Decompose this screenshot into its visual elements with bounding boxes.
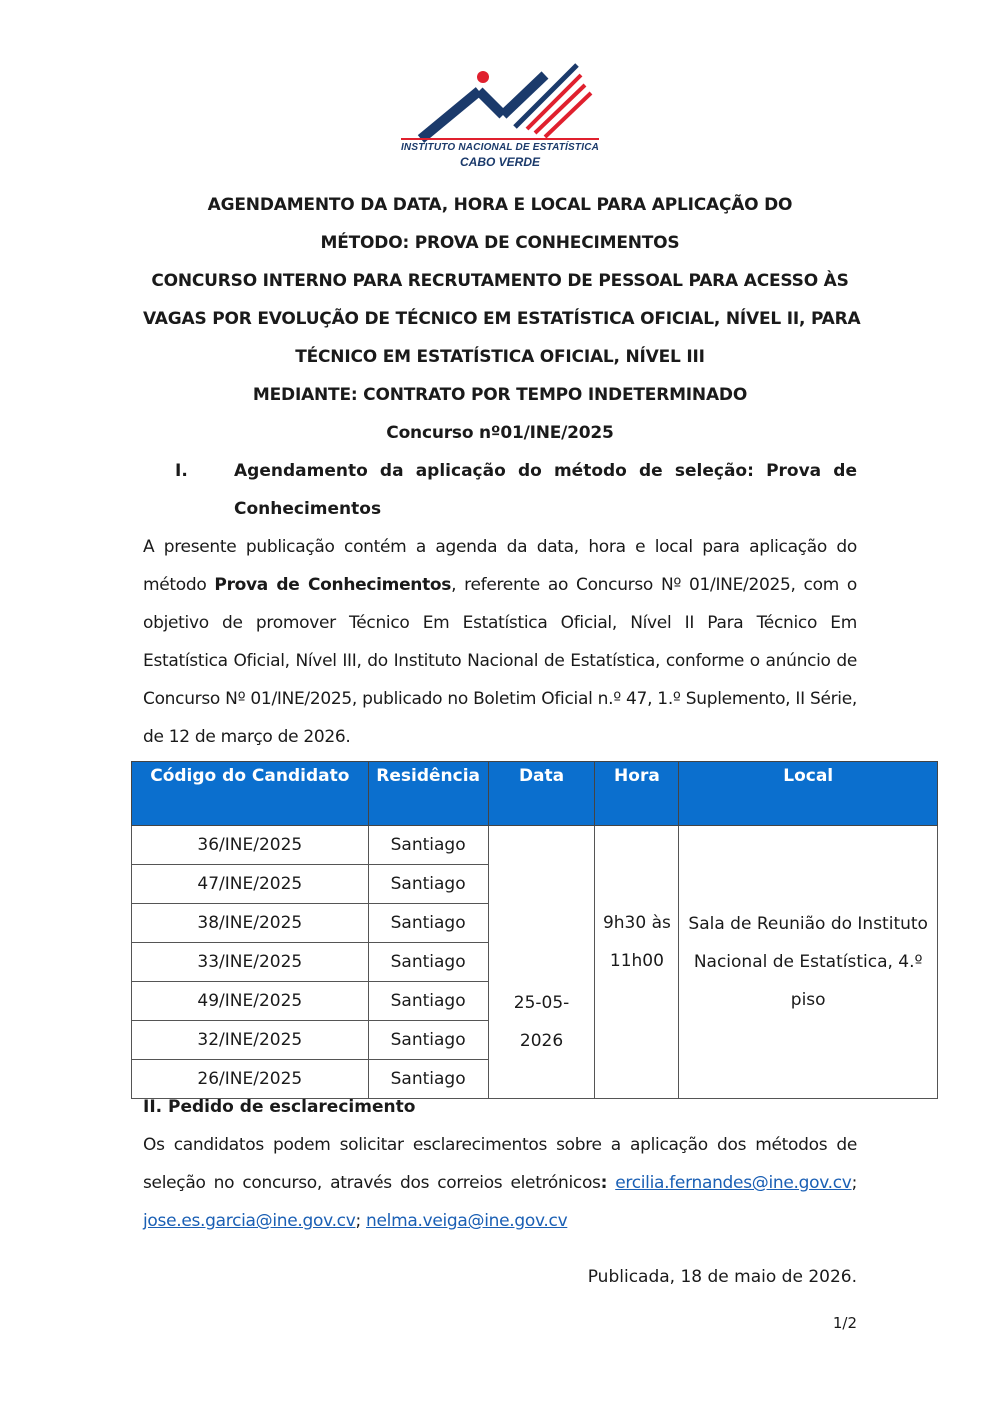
- paragraph-bold-text: Prova de Conhecimentos: [214, 575, 452, 595]
- email-link-nelma[interactable]: nelma.veiga@ine.gov.cv: [366, 1211, 568, 1231]
- header-residence: Residência: [368, 762, 488, 826]
- exam-location: [679, 826, 938, 1099]
- candidate-residence: Santiago: [368, 982, 488, 1021]
- section-2-heading: II. Pedido de esclarecimento: [143, 1097, 416, 1117]
- candidate-code: 36/INE/2025: [132, 826, 369, 865]
- email-link-ercilia[interactable]: ercilia.fernandes@ine.gov.cv: [615, 1173, 852, 1193]
- candidate-code: 38/INE/2025: [132, 904, 369, 943]
- title-line: CONCURSO INTERNO PARA RECRUTAMENTO DE PESSOAL PARA ACESSO ÀS: [151, 271, 849, 291]
- candidate-code: 33/INE/2025: [132, 943, 369, 982]
- candidate-code: 32/INE/2025: [132, 1021, 369, 1060]
- page-number: 1/2: [832, 1314, 857, 1332]
- exam-time: [595, 826, 679, 1099]
- exam-location-line: Nacional de Estatística, 4.º: [693, 952, 923, 972]
- colon: :: [600, 1173, 608, 1193]
- logo-stroke: [503, 75, 545, 115]
- title-line: Concurso nº01/INE/2025: [386, 423, 614, 443]
- exam-time-line: 11h00: [609, 951, 664, 971]
- separator: ;: [355, 1211, 361, 1231]
- title-line: AGENDAMENTO DA DATA, HORA E LOCAL PARA APLICAÇÃO DO: [207, 195, 793, 215]
- section-1-number: I.: [175, 461, 188, 481]
- logo-stroke: [479, 91, 503, 115]
- candidate-residence: Santiago: [368, 1060, 488, 1099]
- section-1-paragraph: [143, 528, 857, 756]
- candidate-residence: Santiago: [368, 943, 488, 982]
- candidate-residence: Santiago: [368, 1021, 488, 1060]
- email-link-jose[interactable]: jose.es.garcia@ine.gov.cv: [143, 1211, 356, 1231]
- header-time: Hora: [595, 762, 679, 826]
- logo-dot: [477, 71, 489, 83]
- logo-stroke: [421, 91, 479, 139]
- section-2-paragraph: [143, 1126, 857, 1240]
- title-line: TÉCNICO EM ESTATÍSTICA OFICIAL, NÍVEL III: [295, 347, 705, 367]
- exam-date: [488, 826, 595, 1099]
- candidate-code: 47/INE/2025: [132, 865, 369, 904]
- ine-logo: [395, 55, 605, 175]
- schedule-table: [131, 761, 938, 1099]
- header-candidate-code: Código do Candidato: [132, 762, 369, 826]
- header-date: Data: [488, 762, 595, 826]
- paragraph-text: , referente ao Concurso Nº 01/INE/2025, com o objetivo de promover Técnico Em Estatística Oficial, Nível II Para Técnico Em Estatística Oficial, Nível III, do Instituto Nacional de Estatística, conforme o anúncio de Concurso Nº 01/INE/2025, publicado no Boletim Oficial n.º 47, 1.º Suplemento, II Série, de 12 de março de 2026.: [143, 575, 857, 747]
- table-row: [132, 826, 938, 865]
- title-line: VAGAS POR EVOLUÇÃO DE TÉCNICO EM ESTATÍSTICA OFICIAL, NÍVEL II, PARA: [143, 309, 861, 329]
- exam-time-line: 9h30 às: [602, 913, 671, 933]
- exam-location-line: piso: [790, 990, 826, 1010]
- exam-date-line: 2026: [519, 1031, 564, 1051]
- paragraph-text: Os candidatos podem solicitar esclarecimentos sobre a aplicação dos métodos de seleção no concurso, através dos correios eletrónicos: [143, 1135, 857, 1193]
- logo-country: CABO VERDE: [459, 155, 540, 169]
- publication-date: Publicada, 18 de maio de 2026.: [587, 1267, 857, 1287]
- section-1-title: Agendamento da aplicação do método de seleção: Prova de Conhecimentos: [234, 461, 857, 519]
- document-title: [143, 186, 861, 452]
- title-line: MÉTODO: PROVA DE CONHECIMENTOS: [320, 233, 680, 253]
- logo-stroke: [535, 85, 585, 133]
- separator: ;: [851, 1173, 857, 1193]
- exam-location-line: Sala de Reunião do Instituto: [688, 914, 928, 934]
- table-header-row: [132, 762, 938, 826]
- candidate-residence: Santiago: [368, 904, 488, 943]
- candidate-residence: Santiago: [368, 865, 488, 904]
- logo-institute-name: INSTITUTO NACIONAL DE ESTATÍSTICA: [400, 142, 600, 153]
- ine-logo-mark: [395, 55, 605, 143]
- candidate-code: 49/INE/2025: [132, 982, 369, 1021]
- paragraph-text: A presente publicação contém a agenda da data, hora e local para aplicação do método: [143, 537, 857, 595]
- title-line: MEDIANTE: CONTRATO POR TEMPO INDETERMINADO: [252, 385, 748, 405]
- candidate-residence: Santiago: [368, 826, 488, 865]
- exam-date-line: 25-05-: [513, 993, 570, 1013]
- candidate-code: 26/INE/2025: [132, 1060, 369, 1099]
- header-location: Local: [679, 762, 938, 826]
